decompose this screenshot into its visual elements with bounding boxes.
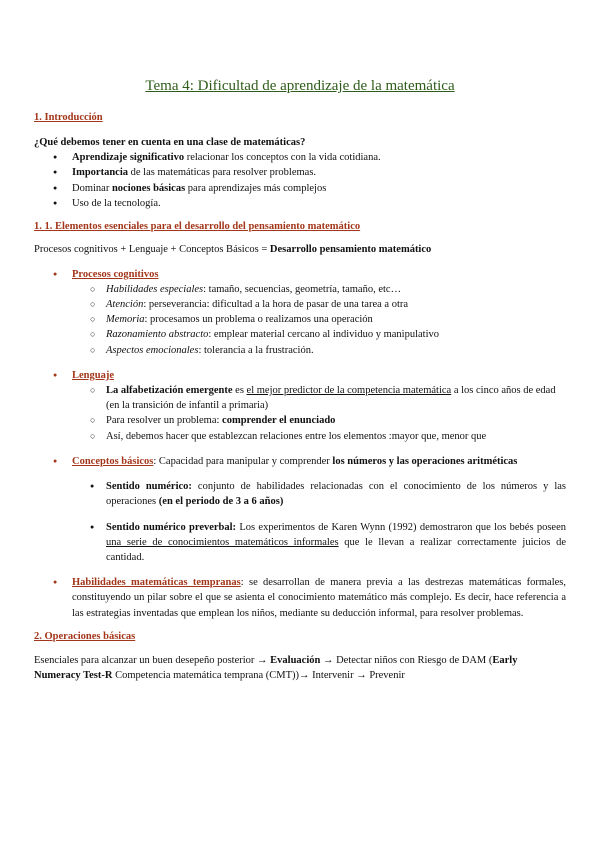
list-item: ○ Atención: perseverancia: dificultad a la hora de pasar de una tarea a otra: [34, 297, 566, 312]
list-item: ● Lenguaje: [34, 368, 566, 383]
list-item: ○ Para resolver un problema: comprender el enunciado: [34, 413, 566, 428]
formula-line: Procesos cognitivos + Lenguaje + Conceptos Básicos = Desarrollo pensamiento matemático: [34, 244, 432, 256]
procesos-list: [34, 267, 566, 358]
list-item: ● Conceptos básicos: Capacidad para manipular y comprender los números y las operaciones aritméticas: [34, 454, 566, 469]
conceptos-list: [34, 454, 566, 565]
habilidades-list: [34, 575, 566, 621]
intro-list: [34, 150, 566, 211]
list-item: ○ Aspectos emocionales: tolerancia a la frustración.: [34, 343, 566, 358]
list-item: ● Dominar nociones básicas para aprendizajes más complejos: [34, 181, 566, 196]
section-heading-operaciones: 2. Operaciones básicas: [34, 630, 136, 642]
list-item: ● Sentido numérico preverbal: Los experimentos de Karen Wynn (1992) demostraron que los bebés poseen una serie de conocimientos matemáticos informales que le llevan a realizar correctamente juicios de cantidad.: [34, 520, 566, 566]
list-item: ○ Memoria: procesamos un problema o realizamos una operación: [34, 312, 566, 327]
list-item: ○ Razonamiento abstracto: emplear material cercano al individuo y manipulativo: [34, 327, 566, 342]
operaciones-paragraph: Esenciales para alcanzar un buen desepeño posterior → Evaluación → Detectar niños con Riesgo de DAM (Early Numeracy Test-R Competencia matemática temprana (CMT))→ Intervenir → Prevenir: [34, 655, 518, 682]
lenguaje-list: [34, 368, 566, 444]
list-item: ● Aprendizaje significativo relacionar los conceptos con la vida cotidiana.: [34, 150, 566, 165]
intro-question: ¿Qué debemos tener en cuenta en una clase de matemáticas?: [34, 136, 306, 148]
list-item: ○ Así, debemos hacer que establezcan relaciones entre los elementos :mayor que, menor que: [34, 429, 566, 444]
page-title: Tema 4: Dificultad de aprendizaje de la matemática: [145, 78, 455, 94]
section-heading-introduccion: 1. Introducción: [34, 111, 103, 123]
list-item: ● Procesos cognitivos: [34, 267, 566, 282]
list-item: ● Uso de la tecnología.: [34, 196, 566, 211]
list-item: ○ Habilidades especiales: tamaño, secuencias, geometría, tamaño, etc…: [34, 282, 566, 297]
section-heading-elementos: 1. 1. Elementos esenciales para el desarrollo del pensamiento matemático: [34, 221, 361, 233]
list-item: ● Importancia de las matemáticas para resolver problemas.: [34, 165, 566, 180]
list-item: ● Habilidades matemáticas tempranas: se desarrollan de manera previa a las destrezas matemáticas formales, constituyendo un pilar sobre el que se asienta el conocimiento matemático más complejo. Es decir, hace referencia a las estrategias inventadas que emplean los niños, mediante su deducción informal, para resolver problemas.: [34, 575, 566, 621]
list-item: ● Sentido numérico: conjunto de habilidades relacionadas con el conocimiento de los números y las operaciones (en el periodo de 3 a 6 años): [34, 479, 566, 509]
list-item: ○ La alfabetización emergente es el mejor predictor de la competencia matemática a los cinco años de edad (en la transición de infantil a primaria): [34, 383, 566, 413]
